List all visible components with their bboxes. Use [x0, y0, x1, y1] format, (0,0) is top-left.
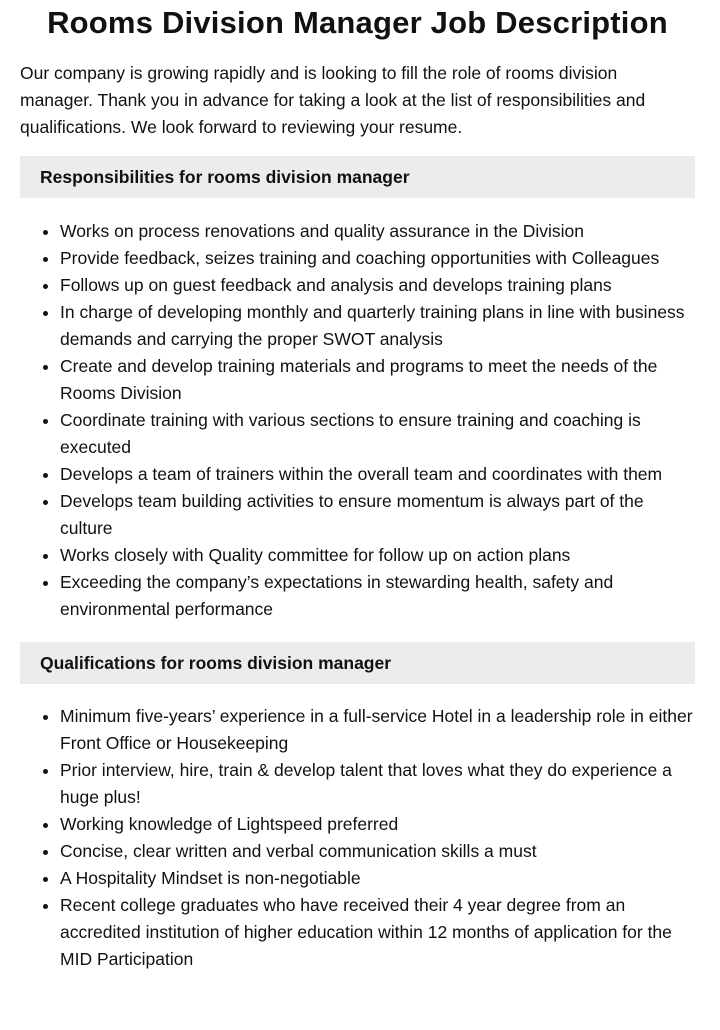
- responsibilities-heading: Responsibilities for rooms division manager: [20, 156, 695, 198]
- list-item: • Recent college graduates who have received their 4 year degree from an accredited institution of higher education within 12 months of application for the MID Participation: [60, 892, 695, 973]
- list-item: • Concise, clear written and verbal communication skills a must: [60, 838, 695, 865]
- intro-paragraph: Our company is growing rapidly and is looking to fill the role of rooms division manager. Thank you in advance for taking a look at the list of responsibilities and qualifications. We look forward to reviewing your resume.: [20, 63, 646, 137]
- page-title: Rooms Division Manager Job Description: [47, 5, 668, 40]
- qualifications-list: [20, 703, 695, 973]
- list-item: • Follows up on guest feedback and analysis and develops training plans: [60, 272, 695, 299]
- list-item: • Works closely with Quality committee for follow up on action plans: [60, 542, 695, 569]
- list-item: • Minimum five-years’ experience in a full-service Hotel in a leadership role in either Front Office or Housekeeping: [60, 703, 695, 757]
- list-item: • Prior interview, hire, train & develop talent that loves what they do experience a huge plus!: [60, 757, 695, 811]
- list-item: • Working knowledge of Lightspeed preferred: [60, 811, 695, 838]
- list-item: • In charge of developing monthly and quarterly training plans in line with business demands and carrying the proper SWOT analysis: [60, 299, 695, 353]
- list-item: • Works on process renovations and quality assurance in the Division: [60, 218, 695, 245]
- list-item: • Develops team building activities to ensure momentum is always part of the culture: [60, 488, 695, 542]
- qualifications-heading: Qualifications for rooms division manager: [20, 642, 695, 684]
- list-item: • Provide feedback, seizes training and coaching opportunities with Colleagues: [60, 245, 695, 272]
- responsibilities-list: [20, 218, 695, 623]
- list-item: • A Hospitality Mindset is non-negotiable: [60, 865, 695, 892]
- list-item: • Develops a team of trainers within the overall team and coordinates with them: [60, 461, 695, 488]
- list-item: • Coordinate training with various sections to ensure training and coaching is executed: [60, 407, 695, 461]
- list-item: • Create and develop training materials and programs to meet the needs of the Rooms Division: [60, 353, 695, 407]
- list-item: • Exceeding the company’s expectations in stewarding health, safety and environmental performance: [60, 569, 695, 623]
